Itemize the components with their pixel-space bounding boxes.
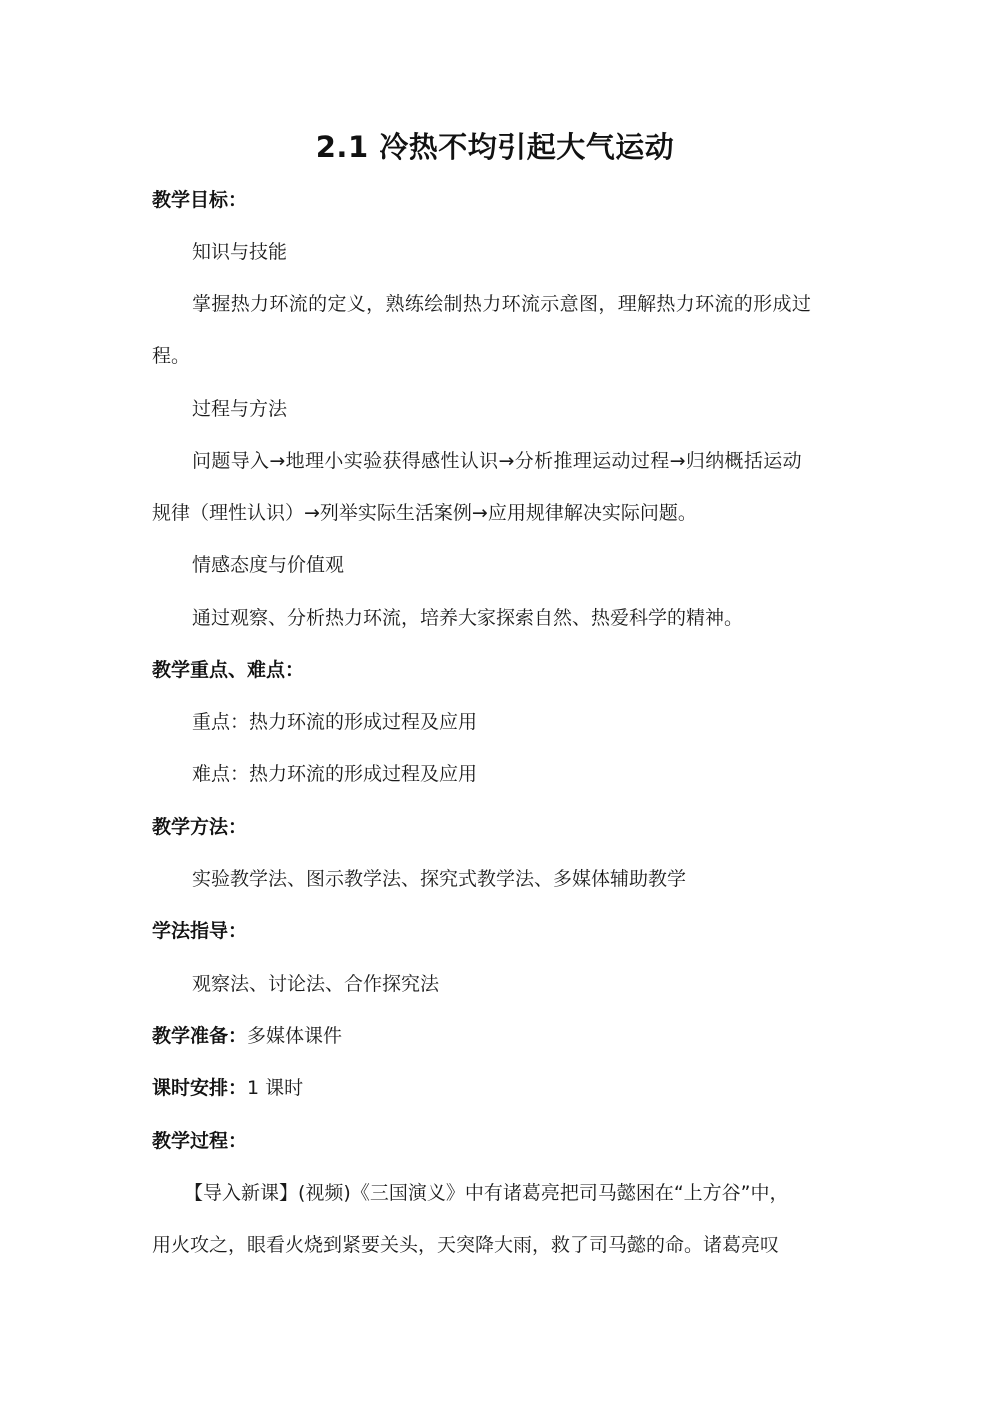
schedule-label: 课时安排： xyxy=(152,1077,248,1099)
process-heading: 教学过程： xyxy=(152,1130,248,1152)
process-methods-text-line1: 问题导入→地理小实验获得感性认识→分析推理运动过程→归纳概括运动 xyxy=(192,450,802,472)
knowledge-skills-label: 知识与技能 xyxy=(192,241,288,263)
methods-heading: 教学方法： xyxy=(152,816,248,838)
study-guidance-heading: 学法指导： xyxy=(152,920,248,942)
key-point-text: 重点：热力环流的形成过程及应用 xyxy=(192,711,478,733)
preparation-label: 教学准备： xyxy=(152,1025,248,1047)
knowledge-skills-text-line2: 程。 xyxy=(152,345,191,367)
methods-text: 实验教学法、图示教学法、探究式教学法、多媒体辅助教学 xyxy=(192,868,687,890)
preparation-value: 多媒体课件 xyxy=(247,1025,343,1047)
schedule-value: 1 课时 xyxy=(247,1077,304,1099)
process-intro-line1: 【导入新课】(视频)《三国演义》中有诸葛亮把司马懿困在“上方谷”中， xyxy=(184,1182,789,1204)
emotion-values-label: 情感态度与价值观 xyxy=(192,554,345,576)
page-title: 2.1 冷热不均引起大气运动 xyxy=(315,130,675,164)
difficult-point-text: 难点：热力环流的形成过程及应用 xyxy=(192,763,478,785)
preparation-row xyxy=(152,1023,852,1049)
study-guidance-text: 观察法、讨论法、合作探究法 xyxy=(192,973,440,995)
knowledge-skills-text-line1: 掌握热力环流的定义，熟练绘制热力环流示意图，理解热力环流的形成过 xyxy=(192,293,812,315)
process-intro-line2: 用火攻之，眼看火烧到紧要关头，天突降大雨，救了司马懿的命。诸葛亮叹 xyxy=(152,1234,780,1256)
schedule-row xyxy=(152,1075,852,1101)
process-methods-label: 过程与方法 xyxy=(192,398,288,420)
process-methods-text-line2: 规律（理性认识）→列举实际生活案例→应用规律解决实际问题。 xyxy=(152,502,697,524)
emotion-values-text: 通过观察、分析热力环流，培养大家探索自然、热爱科学的精神。 xyxy=(192,607,744,629)
key-points-heading: 教学重点、难点： xyxy=(152,659,305,681)
objectives-heading: 教学目标： xyxy=(152,189,248,211)
